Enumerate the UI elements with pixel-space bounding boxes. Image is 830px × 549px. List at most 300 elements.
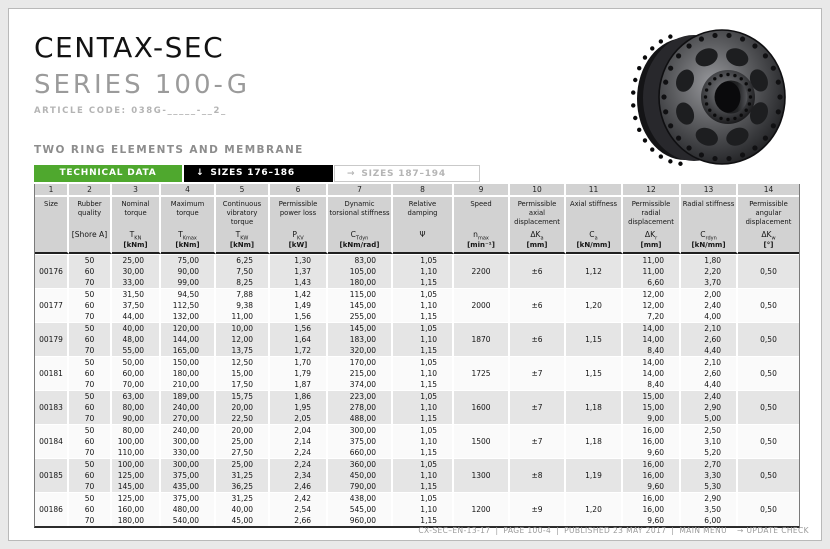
cell-pkv: 1,56 [270, 311, 328, 322]
cell-crdyn: 2,10 [681, 356, 738, 368]
table-row-00179-60 [35, 334, 799, 345]
cell-dkw: 0,50 [738, 436, 799, 447]
cell-tkn: 180,00 [112, 515, 161, 526]
column-number: 5 [216, 184, 270, 197]
cell-dkw [738, 492, 799, 504]
column-number: 8 [393, 184, 454, 197]
cell-dkw: 0,50 [738, 368, 799, 379]
column-number: 1 [35, 184, 69, 197]
page-number: PAGE 100-4 [503, 526, 552, 535]
cell-tkmax: 300,00 [161, 458, 216, 470]
cell-ca [566, 379, 623, 390]
table-row-00176-60 [35, 266, 799, 277]
cell-crdyn: 2,10 [681, 322, 738, 334]
table-row-00183-50 [35, 390, 799, 402]
cell-dka [510, 288, 566, 300]
cell-speed: 2200 [454, 266, 510, 277]
table-row-00183-60 [35, 402, 799, 413]
cell-tkn: 110,00 [112, 447, 161, 458]
tab-label: SIZES 176–186 [210, 168, 295, 178]
cell-ca: 1,12 [566, 266, 623, 277]
cell-dka: ±6 [510, 334, 566, 345]
cell-tkw: 25,00 [216, 458, 270, 470]
cell-crdyn: 5,20 [681, 447, 738, 458]
cell-dkw [738, 322, 799, 334]
cell-ca [566, 345, 623, 356]
cell-tkn: 125,00 [112, 470, 161, 481]
cell-tkmax: 180,00 [161, 368, 216, 379]
cell-speed: 1200 [454, 504, 510, 515]
cell-tkw: 12,50 [216, 356, 270, 368]
column-number: 12 [623, 184, 681, 197]
cell-dkw [738, 447, 799, 458]
cell-tkw: 25,00 [216, 436, 270, 447]
cell-shore: 60 [69, 402, 112, 413]
cell-psi: 1,10 [393, 504, 454, 515]
cell-shore: 50 [69, 322, 112, 334]
tab-bar [34, 164, 800, 182]
cell-psi: 1,05 [393, 322, 454, 334]
cell-shore: 50 [69, 356, 112, 368]
series-subtitle: SERIES 100-G [34, 70, 250, 100]
cell-ctdyn: 170,00 [328, 356, 393, 368]
cell-shore: 60 [69, 368, 112, 379]
cell-psi: 1,10 [393, 470, 454, 481]
cell-speed [454, 254, 510, 266]
cell-dkr: 14,00 [623, 356, 681, 368]
cell-tkw: 31,25 [216, 470, 270, 481]
tab-sizes-187-194[interactable] [334, 165, 480, 182]
column-number: 10 [510, 184, 566, 197]
cell-dka [510, 481, 566, 492]
column-number: 7 [328, 184, 393, 197]
cell-ctdyn: 115,00 [328, 288, 393, 300]
footer-separator: | [495, 526, 499, 535]
cell-speed [454, 390, 510, 402]
cell-pkv: 1,56 [270, 322, 328, 334]
table-row-00181-60 [35, 368, 799, 379]
cell-tkw: 31,25 [216, 492, 270, 504]
cell-tkmax: 99,00 [161, 277, 216, 288]
cell-shore: 70 [69, 515, 112, 526]
cell-crdyn: 3,50 [681, 504, 738, 515]
cell-psi: 1,10 [393, 402, 454, 413]
cell-shore: 70 [69, 481, 112, 492]
cell-dkr: 9,60 [623, 515, 681, 526]
cell-pkv: 1,42 [270, 288, 328, 300]
cell-tkmax: 240,00 [161, 402, 216, 413]
cell-psi: 1,15 [393, 515, 454, 526]
table-row-00185-70 [35, 481, 799, 492]
cell-dka [510, 322, 566, 334]
cell-speed [454, 447, 510, 458]
technical-data-table-wrap [34, 184, 800, 528]
cell-speed [454, 322, 510, 334]
size-cell: 00184 [35, 424, 69, 458]
cell-tkmax: 75,00 [161, 254, 216, 266]
cell-tkn: 125,00 [112, 492, 161, 504]
cell-dkr: 16,00 [623, 470, 681, 481]
cell-ca [566, 356, 623, 368]
cell-dkr: 15,00 [623, 390, 681, 402]
cell-crdyn: 2,60 [681, 334, 738, 345]
cell-dkr: 16,00 [623, 492, 681, 504]
cell-ca [566, 492, 623, 504]
cell-dkr: 7,20 [623, 311, 681, 322]
cell-pkv: 2,04 [270, 424, 328, 436]
cell-dka [510, 390, 566, 402]
technical-data-table [35, 184, 799, 526]
cell-tkn: 40,00 [112, 322, 161, 334]
cell-psi: 1,05 [393, 458, 454, 470]
cell-shore: 70 [69, 277, 112, 288]
cell-shore: 50 [69, 390, 112, 402]
cell-crdyn: 3,30 [681, 470, 738, 481]
cell-psi: 1,15 [393, 277, 454, 288]
footer-separator: | [671, 526, 675, 535]
cell-ca [566, 322, 623, 334]
cell-pkv: 1,49 [270, 300, 328, 311]
cell-pkv: 2,54 [270, 504, 328, 515]
cell-tkmax: 144,00 [161, 334, 216, 345]
cell-tkw: 15,00 [216, 368, 270, 379]
cell-crdyn: 2,70 [681, 458, 738, 470]
cell-dkr: 6,60 [623, 277, 681, 288]
cell-dka [510, 356, 566, 368]
cell-crdyn: 2,90 [681, 402, 738, 413]
cell-dkw [738, 413, 799, 424]
cell-dkw [738, 345, 799, 356]
column-number: 9 [454, 184, 510, 197]
size-cell: 00179 [35, 322, 69, 356]
cell-speed [454, 424, 510, 436]
page-title: CENTAX-SEC [34, 31, 225, 64]
cell-tkn: 50,00 [112, 356, 161, 368]
cell-crdyn: 5,30 [681, 481, 738, 492]
cell-crdyn: 2,60 [681, 368, 738, 379]
cell-ca: 1,20 [566, 504, 623, 515]
cell-tkmax: 132,00 [161, 311, 216, 322]
cell-ca [566, 311, 623, 322]
cell-ctdyn: 375,00 [328, 436, 393, 447]
cell-dkw [738, 424, 799, 436]
cell-pkv: 1,30 [270, 254, 328, 266]
cell-shore: 50 [69, 424, 112, 436]
down-arrow-icon: ↓ [196, 168, 205, 178]
cell-crdyn: 4,00 [681, 311, 738, 322]
cell-ca: 1,18 [566, 436, 623, 447]
column-header-pkv: Permissible power loss $P_{KV}$ [kW] [270, 197, 328, 254]
cell-tkn: 145,00 [112, 481, 161, 492]
cell-ctdyn: 545,00 [328, 504, 393, 515]
cell-speed [454, 379, 510, 390]
cell-tkn: 31,50 [112, 288, 161, 300]
table-row-00179-70 [35, 345, 799, 356]
cell-ca [566, 277, 623, 288]
cell-pkv: 1,86 [270, 390, 328, 402]
cell-tkw: 27,50 [216, 447, 270, 458]
cell-shore: 50 [69, 288, 112, 300]
cell-pkv: 2,34 [270, 470, 328, 481]
cell-ctdyn: 145,00 [328, 300, 393, 311]
cell-dka [510, 492, 566, 504]
table-row-00185-50 [35, 458, 799, 470]
cell-psi: 1,10 [393, 368, 454, 379]
table-row-00186-70 [35, 515, 799, 526]
column-header-ca: Axial stiffness $C_a$ [kN/mm] [566, 197, 623, 254]
update-check-link[interactable]: UPDATE CHECK [746, 526, 809, 535]
cell-dkw [738, 254, 799, 266]
cell-ctdyn: 215,00 [328, 368, 393, 379]
cell-dkw [738, 277, 799, 288]
cell-pkv: 1,95 [270, 402, 328, 413]
cell-dka [510, 413, 566, 424]
cell-tkn: 60,00 [112, 368, 161, 379]
cell-pkv: 2,14 [270, 436, 328, 447]
table-row-00184-60 [35, 436, 799, 447]
cell-dka: ±9 [510, 504, 566, 515]
table-row-00176-70 [35, 277, 799, 288]
cell-dka: ±7 [510, 368, 566, 379]
cell-dkw [738, 288, 799, 300]
cell-ca [566, 481, 623, 492]
cell-tkw: 36,25 [216, 481, 270, 492]
cell-ctdyn: 960,00 [328, 515, 393, 526]
column-header-row [35, 197, 799, 254]
cell-dkw: 0,50 [738, 402, 799, 413]
cell-ca [566, 515, 623, 526]
cell-dkr: 14,00 [623, 368, 681, 379]
cell-ctdyn: 223,00 [328, 390, 393, 402]
cell-tkn: 160,00 [112, 504, 161, 515]
cell-psi: 1,05 [393, 254, 454, 266]
cell-psi: 1,15 [393, 379, 454, 390]
cell-ca [566, 447, 623, 458]
table-row-00181-70 [35, 379, 799, 390]
cell-shore: 70 [69, 345, 112, 356]
cell-ctdyn: 83,00 [328, 254, 393, 266]
column-number: 6 [270, 184, 328, 197]
cell-ca: 1,15 [566, 368, 623, 379]
cell-shore: 60 [69, 266, 112, 277]
section-title: TWO RING ELEMENTS AND MEMBRANE [34, 144, 304, 156]
cell-dkr: 9,60 [623, 447, 681, 458]
cell-dkw: 0,50 [738, 300, 799, 311]
table-row-00181-50 [35, 356, 799, 368]
cell-tkw: 12,00 [216, 334, 270, 345]
cell-tkw: 7,50 [216, 266, 270, 277]
cell-tkmax: 120,00 [161, 322, 216, 334]
cell-tkw: 11,00 [216, 311, 270, 322]
cell-ca [566, 413, 623, 424]
cell-ca [566, 254, 623, 266]
cell-ctdyn: 488,00 [328, 413, 393, 424]
cell-tkn: 48,00 [112, 334, 161, 345]
cell-dka: ±6 [510, 266, 566, 277]
cell-dkw [738, 515, 799, 526]
cell-dkw [738, 311, 799, 322]
cell-dka: ±6 [510, 300, 566, 311]
cell-pkv: 1,87 [270, 379, 328, 390]
cell-tkw: 10,00 [216, 322, 270, 334]
cell-tkw: 40,00 [216, 504, 270, 515]
doc-code: CX-SEC–EN-13-17 [418, 526, 491, 535]
cell-dka [510, 458, 566, 470]
cell-psi: 1,10 [393, 334, 454, 345]
column-number: 14 [738, 184, 799, 197]
tab-technical-data[interactable]: TECHNICAL DATA [34, 165, 182, 182]
cell-speed: 1500 [454, 436, 510, 447]
cell-tkmax: 210,00 [161, 379, 216, 390]
cell-tkmax: 165,00 [161, 345, 216, 356]
cell-ctdyn: 300,00 [328, 424, 393, 436]
cell-crdyn: 2,50 [681, 424, 738, 436]
cell-dka [510, 277, 566, 288]
table-row-00179-50 [35, 322, 799, 334]
cell-ca: 1,15 [566, 334, 623, 345]
cell-speed [454, 345, 510, 356]
cell-ctdyn: 183,00 [328, 334, 393, 345]
column-number: 3 [112, 184, 161, 197]
cell-dkw [738, 458, 799, 470]
cell-psi: 1,05 [393, 288, 454, 300]
cell-psi: 1,10 [393, 266, 454, 277]
cell-tkmax: 112,50 [161, 300, 216, 311]
cell-dkr: 16,00 [623, 436, 681, 447]
cell-shore: 70 [69, 413, 112, 424]
cell-tkw: 45,00 [216, 515, 270, 526]
article-code: ARTICLE CODE: 038G-_____-__2_ [34, 106, 227, 116]
cell-ctdyn: 360,00 [328, 458, 393, 470]
cell-pkv: 2,66 [270, 515, 328, 526]
cell-tkn: 70,00 [112, 379, 161, 390]
cell-psi: 1,15 [393, 345, 454, 356]
cell-tkw: 9,38 [216, 300, 270, 311]
cell-pkv: 2,24 [270, 447, 328, 458]
column-header-tkw: Continuous vibratory torque $T_{KW}$ [kNm] [216, 197, 270, 254]
column-header-dkw: Permissible angular displacement $\Delta K_w$ [°] [738, 197, 799, 254]
cell-ctdyn: 450,00 [328, 470, 393, 481]
cell-dkw [738, 379, 799, 390]
cell-speed [454, 311, 510, 322]
size-cell: 00181 [35, 356, 69, 390]
cell-psi: 1,05 [393, 492, 454, 504]
cell-speed: 2000 [454, 300, 510, 311]
cell-psi: 1,15 [393, 413, 454, 424]
column-header-crdyn: Radial stiffness $C_{rdyn}$ [kN/mm] [681, 197, 738, 254]
size-cell: 00183 [35, 390, 69, 424]
cell-ca [566, 424, 623, 436]
cell-dkr: 12,00 [623, 300, 681, 311]
main-menu-link[interactable]: MAIN MENU [679, 526, 728, 535]
cell-crdyn: 3,70 [681, 277, 738, 288]
datasheet-page [8, 8, 822, 541]
cell-tkmax: 300,00 [161, 436, 216, 447]
tab-sizes-176-186[interactable] [184, 165, 333, 182]
cell-pkv: 1,70 [270, 356, 328, 368]
cell-ctdyn: 105,00 [328, 266, 393, 277]
column-header-speed: Speed $n_{max}$ [min⁻¹] [454, 197, 510, 254]
cell-pkv: 2,46 [270, 481, 328, 492]
cell-speed [454, 413, 510, 424]
cell-psi: 1,05 [393, 390, 454, 402]
cell-shore: 50 [69, 458, 112, 470]
column-number: 4 [161, 184, 216, 197]
cell-dka [510, 515, 566, 526]
cell-psi: 1,15 [393, 447, 454, 458]
cell-speed [454, 492, 510, 504]
cell-psi: 1,05 [393, 424, 454, 436]
table-row-00177-60 [35, 300, 799, 311]
cell-dka [510, 447, 566, 458]
cell-crdyn: 4,40 [681, 379, 738, 390]
cell-speed [454, 288, 510, 300]
cell-tkmax: 435,00 [161, 481, 216, 492]
cell-tkmax: 375,00 [161, 492, 216, 504]
cell-shore: 70 [69, 379, 112, 390]
right-arrow-icon: → [737, 526, 744, 535]
cell-tkmax: 189,00 [161, 390, 216, 402]
cell-dkr: 11,00 [623, 266, 681, 277]
column-number: 13 [681, 184, 738, 197]
cell-tkw: 20,00 [216, 424, 270, 436]
cell-dka: ±8 [510, 470, 566, 481]
cell-tkmax: 330,00 [161, 447, 216, 458]
cell-shore: 70 [69, 311, 112, 322]
cell-tkn: 100,00 [112, 458, 161, 470]
cell-ctdyn: 255,00 [328, 311, 393, 322]
cell-pkv: 1,64 [270, 334, 328, 345]
cell-crdyn: 2,90 [681, 492, 738, 504]
cell-speed [454, 515, 510, 526]
cell-tkw: 7,88 [216, 288, 270, 300]
cell-tkn: 63,00 [112, 390, 161, 402]
cell-tkn: 55,00 [112, 345, 161, 356]
cell-crdyn: 3,10 [681, 436, 738, 447]
cell-tkmax: 375,00 [161, 470, 216, 481]
size-cell: 00186 [35, 492, 69, 526]
cell-dkr: 15,00 [623, 402, 681, 413]
table-row-00176-50 [35, 254, 799, 266]
size-cell: 00185 [35, 458, 69, 492]
cell-tkmax: 94,50 [161, 288, 216, 300]
cell-speed: 1600 [454, 402, 510, 413]
cell-shore: 60 [69, 470, 112, 481]
cell-dka [510, 379, 566, 390]
cell-ca: 1,20 [566, 300, 623, 311]
cell-tkmax: 270,00 [161, 413, 216, 424]
cell-dkr: 16,00 [623, 458, 681, 470]
column-number: 2 [69, 184, 112, 197]
cell-tkn: 90,00 [112, 413, 161, 424]
cell-shore: 60 [69, 300, 112, 311]
cell-dkw: 0,50 [738, 334, 799, 345]
column-header-dkr: Permissible radial displacement $\Delta K_r$ [mm] [623, 197, 681, 254]
table-row-00186-50 [35, 492, 799, 504]
cell-speed [454, 481, 510, 492]
cell-tkn: 100,00 [112, 436, 161, 447]
cell-pkv: 2,24 [270, 458, 328, 470]
cell-psi: 1,05 [393, 356, 454, 368]
tab-label: SIZES 187–194 [361, 169, 446, 179]
cell-dkw: 0,50 [738, 266, 799, 277]
cell-dka [510, 254, 566, 266]
cell-dkw [738, 481, 799, 492]
column-number-row [35, 184, 799, 197]
cell-dkr: 9,60 [623, 481, 681, 492]
cell-ca [566, 390, 623, 402]
cell-dkr: 16,00 [623, 424, 681, 436]
